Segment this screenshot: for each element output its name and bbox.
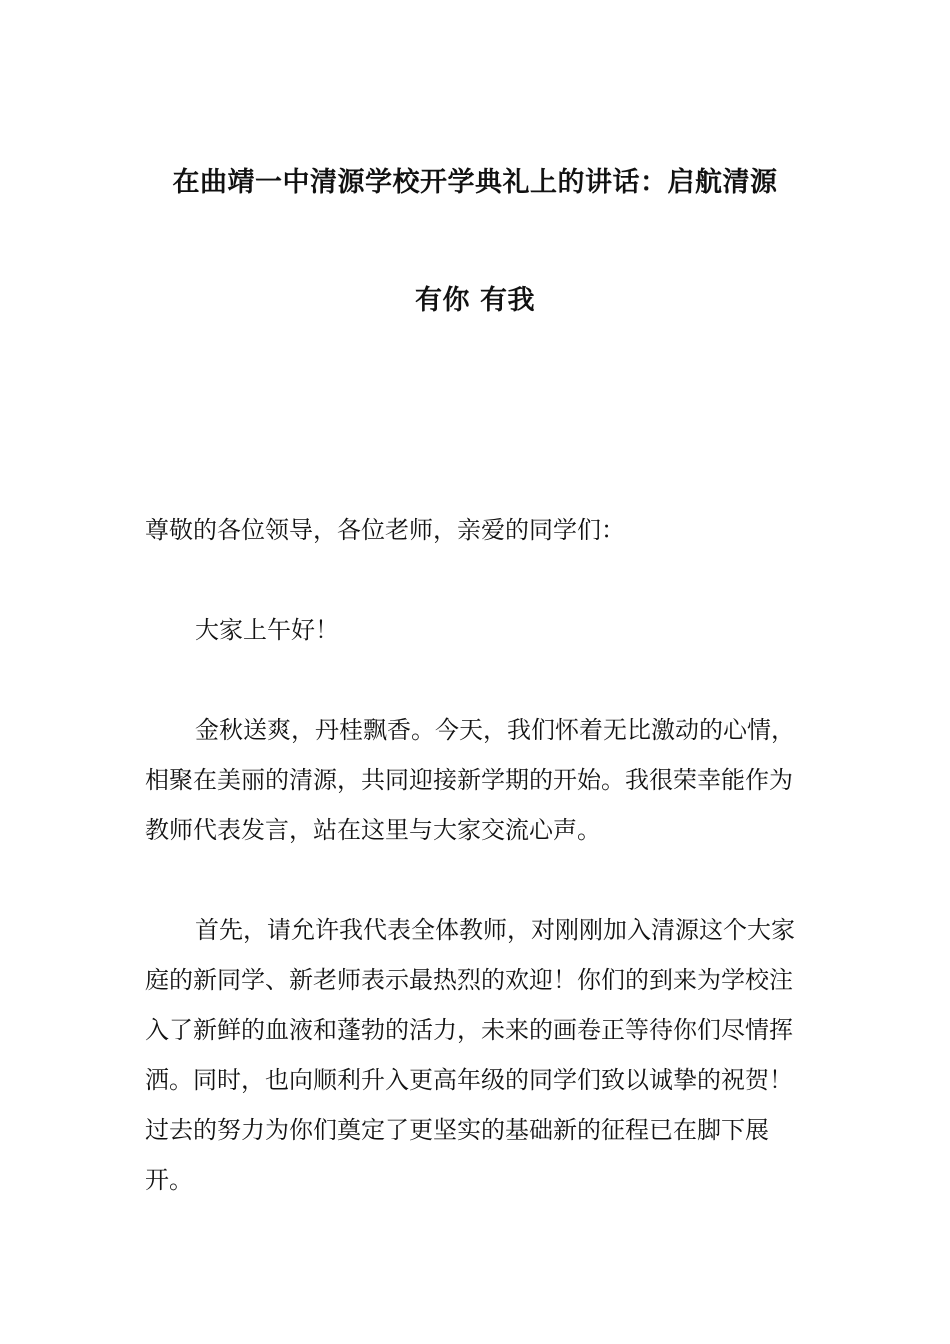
paragraph-opening: 金秋送爽，丹桂飘香。今天，我们怀着无比激动的心情，相聚在美丽的清源，共同迎接新学期的开始。我很荣幸能作为教师代表发言，站在这里与大家交流心声。 [145,716,795,844]
greeting: 大家上午好！ [195,616,339,644]
document-title: 在曲靖一中清源学校开学典礼上的讲话：启航清源 [172,167,778,198]
document-title-continuation: 有你 有我 [415,285,535,316]
salutation: 尊敬的各位领导，各位老师，亲爱的同学们： [145,516,625,544]
document-body [145,505,810,1205]
paragraph-welcome: 首先，请允许我代表全体教师，对刚刚加入清源这个大家庭的新同学、新老师表示最热烈的欢迎！你们的到来为学校注入了新鲜的血液和蓬勃的活力，未来的画卷正等待你们尽情挥洒。同时，也向顺利升入更高年级的同学们致以诚挚的祝贺！过去的努力为你们奠定了更坚实的基础新的征程已在脚下展开。 [145,916,795,1194]
